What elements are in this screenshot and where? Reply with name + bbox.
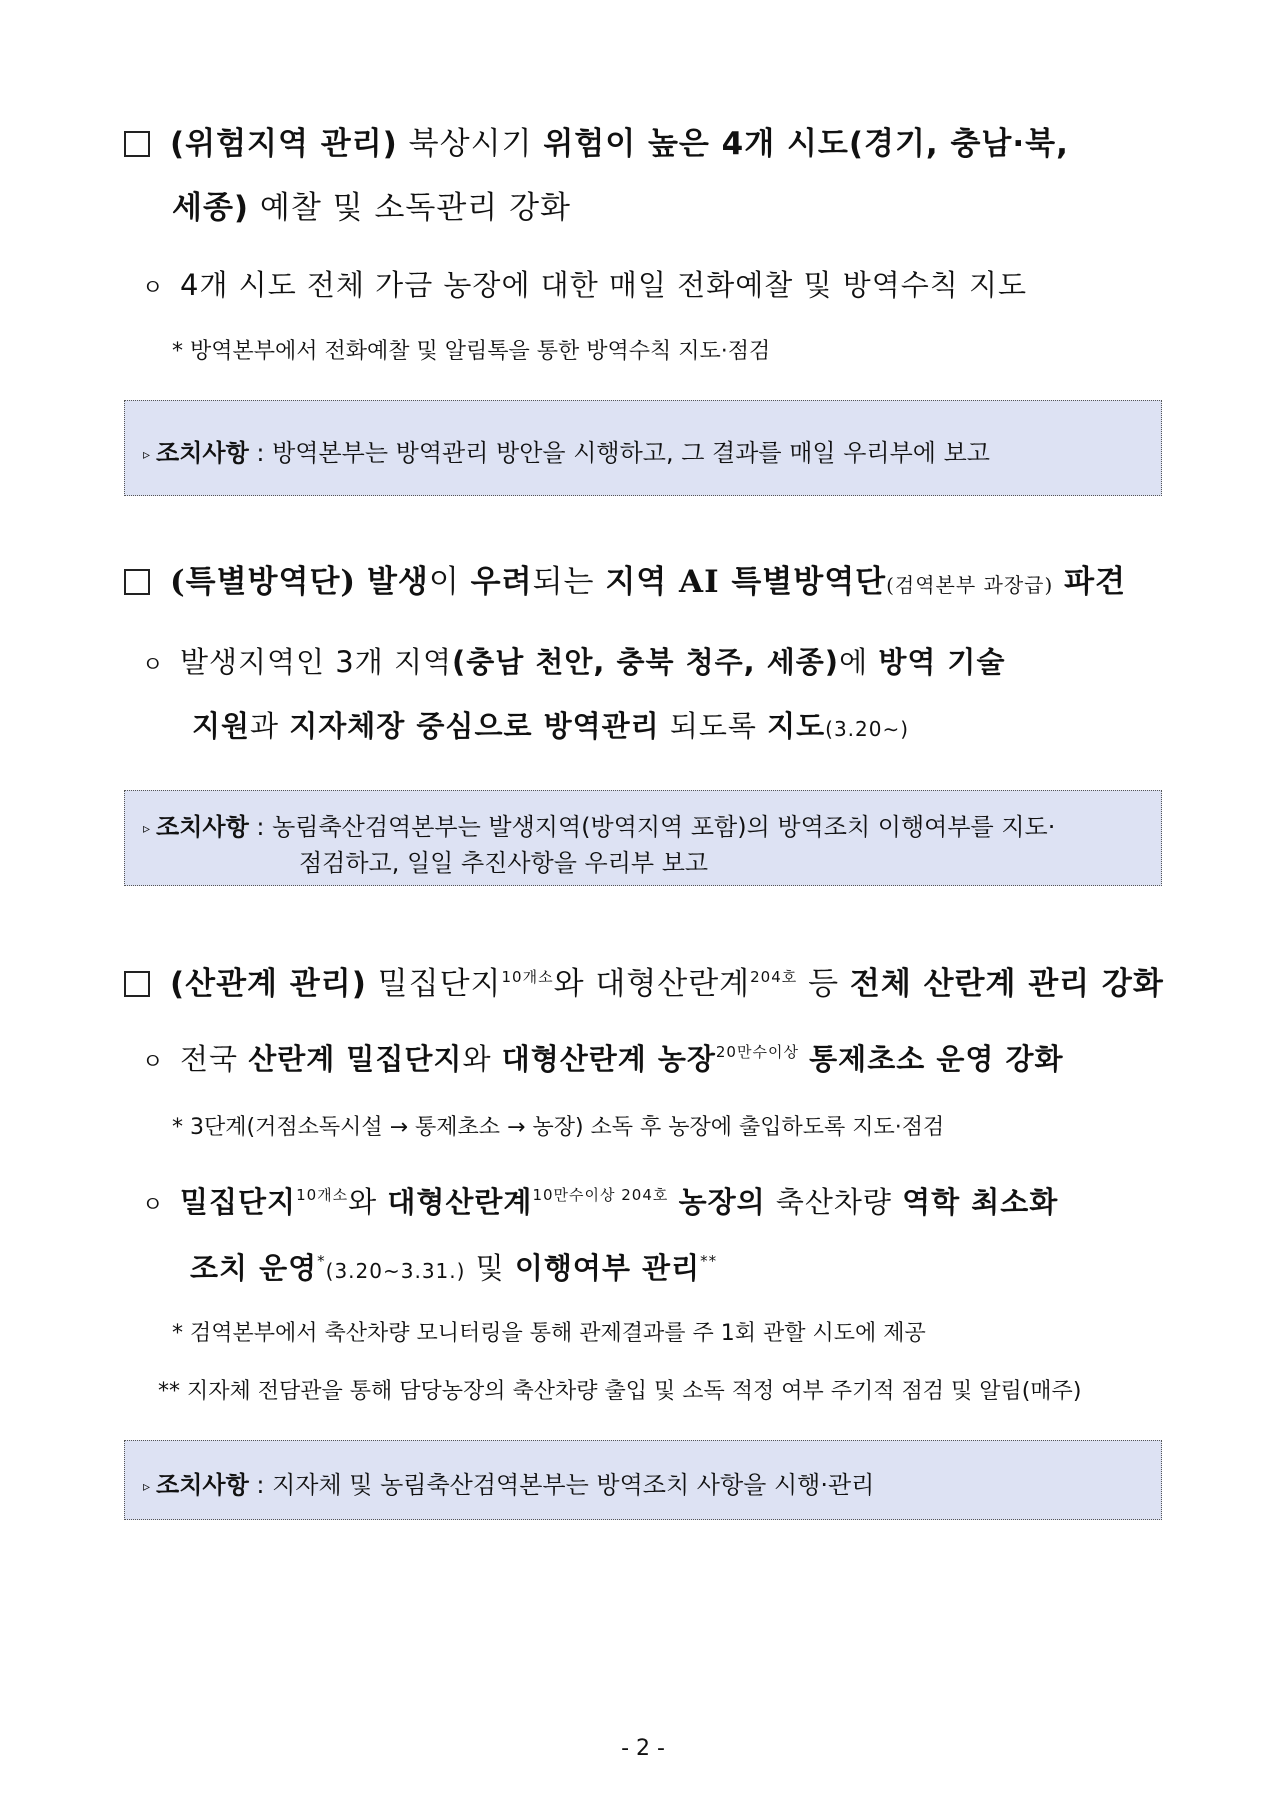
section-title-bold: 위험이 높은 4개 시도(경기, 충남·북, <box>543 126 1069 162</box>
item-text-bold: 지도 <box>767 709 826 743</box>
action-box-3 <box>124 1440 1162 1520</box>
action-label: 조치사항 <box>156 439 249 467</box>
superscript: 10개소 <box>296 1186 349 1204</box>
action-text: : 방역본부는 방역관리 방안을 시행하고, 그 결과를 매일 우리부에 보고 <box>248 439 990 467</box>
section-3-footnote-3: ** 지자체 전담관을 통해 담당농장의 축산차량 출입 및 소독 적정 여부 주기적 점검 및 알림(매주) <box>158 1379 1082 1404</box>
superscript: ** <box>700 1252 718 1270</box>
section-title-bold: 발생 <box>366 564 429 600</box>
section-title-bold: 지역 AI 특별방역단 <box>605 564 887 600</box>
action-label: 조치사항 <box>156 1471 249 1499</box>
item-text-bold: 역학 최소화 <box>902 1185 1059 1219</box>
action-box-line: 점검하고, 일일 추진사항을 우리부 보고 <box>299 849 709 877</box>
item-text-bold: 방역 기술 <box>878 645 1006 679</box>
page-number: - 2 - <box>621 1736 665 1761</box>
section-1-item <box>142 263 1027 304</box>
superscript: 10개소 <box>501 968 554 986</box>
item-text-bold: 대형산란계 농장 <box>501 1042 716 1076</box>
item-text-bold: (충남 천안, 충북 청주, 세종) <box>452 645 840 679</box>
action-text: : 지자체 및 농림축산검역본부는 방역조치 사항을 시행·관리 <box>248 1471 875 1499</box>
section-title-bold: (특별방역단) <box>170 564 357 600</box>
section-title-text: 북상시기 <box>408 126 533 162</box>
item-text-bold: 밀집단지 <box>180 1185 297 1219</box>
triangle-bullet-icon: ▹ <box>143 1479 151 1495</box>
section-3-heading <box>124 958 1164 1003</box>
item-text: 와 <box>348 1185 378 1219</box>
section-title-text: 밀집단지 <box>377 966 502 1002</box>
action-box-line <box>143 807 1055 842</box>
item-text-bold: 농장의 <box>678 1185 766 1219</box>
item-text: 발생지역인 3개 지역 <box>180 645 452 679</box>
item-text-bold: 대형산란계 <box>387 1185 533 1219</box>
action-box-line <box>143 433 990 468</box>
circle-bullet-icon: ㅇ <box>142 1193 165 1218</box>
item-text-bold: 조치 운영 <box>190 1251 318 1285</box>
section-title-text: 예찰 및 소독관리 강화 <box>259 190 571 226</box>
item-text: 되도록 <box>669 709 757 743</box>
action-label: 조치사항 <box>156 813 249 841</box>
item-text: 축산차량 <box>775 1185 892 1219</box>
section-title-bold: 파견 <box>1064 564 1127 600</box>
circle-bullet-icon: ㅇ <box>142 653 165 678</box>
item-text: 전국 <box>180 1042 239 1076</box>
section-title-text: 등 <box>808 966 840 1002</box>
circle-bullet-icon: ㅇ <box>142 276 165 301</box>
section-3-item-2 <box>142 1180 1058 1221</box>
section-title-bold: 세종) <box>172 190 250 226</box>
item-text-bold: 산란계 밀집단지 <box>248 1042 463 1076</box>
section-title-text: 이 <box>428 564 460 600</box>
checkbox-square-icon <box>124 569 150 595</box>
triangle-bullet-icon: ▹ <box>143 821 151 837</box>
item-text: 과 <box>250 709 280 743</box>
section-title-bold: (산관계 관리) <box>170 966 367 1002</box>
section-title-text: 와 대형산란계 <box>553 966 751 1002</box>
section-2-item <box>142 640 1005 681</box>
item-text: 와 <box>462 1042 492 1076</box>
item-text: 에 <box>839 645 869 679</box>
section-title-bold: 전체 산란계 관리 강화 <box>849 966 1164 1002</box>
section-2-heading <box>124 556 1126 601</box>
section-title-bold: 우려 <box>470 564 533 600</box>
item-date: (3.20~3.31.) <box>325 1259 466 1283</box>
superscript: 10만수이상 204호 <box>532 1186 669 1204</box>
triangle-bullet-icon: ▹ <box>143 447 151 463</box>
superscript: * <box>317 1252 326 1270</box>
section-3-item-2-line2 <box>190 1246 717 1287</box>
section-1-heading <box>124 118 1069 163</box>
section-2-item-line2 <box>192 704 909 745</box>
item-text: 및 <box>475 1251 505 1285</box>
circle-bullet-icon: ㅇ <box>142 1050 165 1075</box>
superscript: 204호 <box>750 968 798 986</box>
checkbox-square-icon <box>124 971 150 997</box>
section-3-footnote-1: * 3단계(거점소독시설 → 통제초소 → 농장) 소독 후 농장에 출입하도록 지도·점검 <box>172 1115 945 1140</box>
checkbox-square-icon <box>124 131 150 157</box>
superscript: 20만수이상 <box>715 1043 799 1061</box>
item-text-bold: 지원 <box>192 709 251 743</box>
action-box-line <box>143 1465 874 1500</box>
item-text-bold: 지자체장 중심으로 방역관리 <box>289 709 660 743</box>
section-3-item-1 <box>142 1037 1063 1078</box>
action-box-1 <box>124 400 1162 496</box>
item-text: 4개 시도 전체 가금 농장에 대한 매일 전화예찰 및 방역수칙 지도 <box>180 268 1027 302</box>
section-title-bold: (위험지역 관리) <box>170 126 398 162</box>
action-text: : 농림축산검역본부는 발생지역(방역지역 포함)의 방역조치 이행여부를 지도· <box>248 813 1056 841</box>
section-title-note: (검역본부 과장급) <box>886 573 1054 597</box>
section-1-footnote: * 방역본부에서 전화예찰 및 알림톡을 통한 방역수칙 지도·점검 <box>172 339 771 364</box>
item-date: (3.20∼) <box>825 717 910 741</box>
section-1-heading-line2 <box>172 182 571 227</box>
action-box-2 <box>124 790 1162 886</box>
section-3-footnote-2: * 검역본부에서 축산차량 모니터링을 통해 관제결과를 주 1회 관할 시도에 제공 <box>172 1321 926 1346</box>
section-title-text: 되는 <box>532 564 595 600</box>
item-text-bold: 통제초소 운영 강화 <box>809 1042 1064 1076</box>
item-text-bold: 이행여부 관리 <box>514 1251 701 1285</box>
